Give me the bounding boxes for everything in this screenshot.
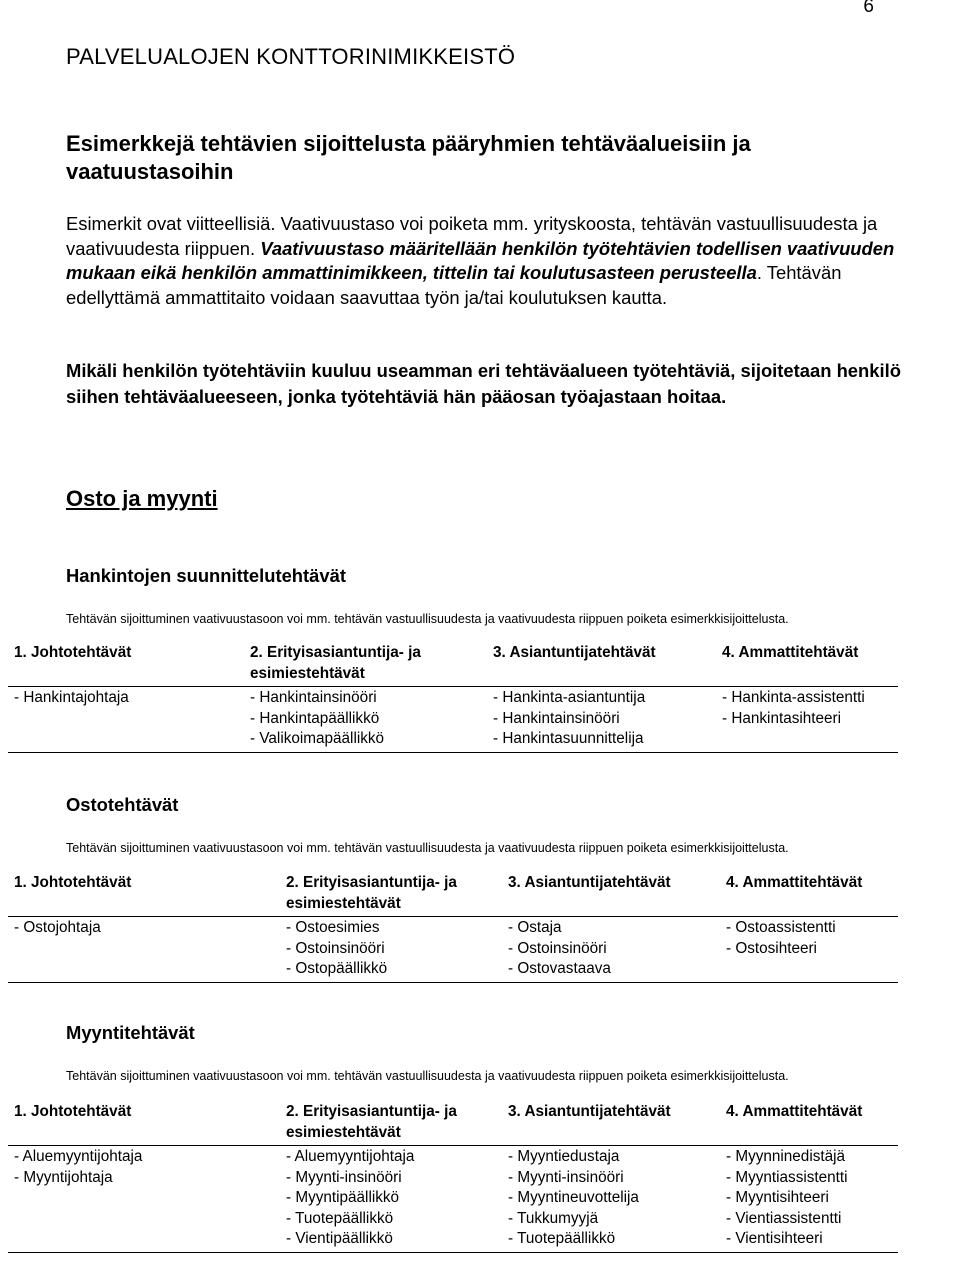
list-item: - Ostoesimies — [286, 919, 380, 936]
table-cell — [502, 917, 720, 983]
table-cell — [502, 1146, 720, 1253]
placement-note: Tehtävän sijoittuminen vaativuustasoon voi mm. tehtävän vastuullisuudesta ja vaativuudesta riippuen poiketa esimerkkisijoittelusta. — [66, 1069, 789, 1083]
column-header: 2. Erityisasiantuntija- ja esimiestehtävät — [244, 642, 487, 687]
list-item: - Tuotepäällikkö — [286, 1209, 394, 1227]
column-header: 1. Johtotehtävät — [8, 642, 244, 687]
intro-text-1: Esimerkit ovat viitteellisiä. Vaativuustaso voi poiketa mm. yrityskoosta, tehtävän vastuullisuudesta ja vaativuudesta riippuen. — [66, 213, 878, 259]
column-header: 2. Erityisasiantuntija- ja esimiestehtävät — [280, 1101, 502, 1146]
list-item: - Ostosihteeri — [726, 939, 817, 957]
list-item: - Myyntiedustaja — [508, 1148, 620, 1165]
list-item: - Tuotepäällikkö — [508, 1230, 616, 1247]
list-item: - Hankintasihteeri — [722, 709, 842, 727]
list-item: - Ostopäällikkö — [286, 960, 388, 977]
list-item: - Myyntisihteeri — [726, 1189, 829, 1206]
list-item: - Myyntiassistentti — [726, 1168, 848, 1186]
list-item: - Hankintapäällikkö — [250, 709, 380, 727]
column-header: 1. Johtotehtävät — [8, 872, 280, 917]
list-item: - Valikoimapäällikkö — [250, 730, 385, 747]
document-title: PALVELUALOJEN KONTTORINIMIKKEISTÖ — [66, 44, 516, 69]
table-header-row — [8, 642, 898, 687]
list-item: - Ostaja — [508, 919, 562, 936]
list-item: - Myynti-insinööri — [508, 1168, 624, 1186]
table-cell — [8, 687, 244, 753]
list-item: - Myynninedistäjä — [726, 1148, 846, 1165]
list-item: - Vientiassistentti — [726, 1209, 842, 1227]
table-cell — [720, 917, 898, 983]
task-table — [8, 872, 898, 983]
column-header: 1. Johtotehtävät — [8, 1101, 280, 1146]
column-header: 3. Asiantuntijatehtävät — [502, 872, 720, 917]
column-header: 2. Erityisasiantuntija- ja esimiestehtävät — [280, 872, 502, 917]
list-item: - Vientipäällikkö — [286, 1230, 393, 1247]
table-header-row — [8, 872, 898, 917]
list-item: - Ostoinsinööri — [286, 939, 385, 957]
list-item: - Hankinta-assistentti — [722, 689, 865, 706]
table-cell — [716, 687, 898, 753]
column-header: 3. Asiantuntijatehtävät — [502, 1101, 720, 1146]
subsection-title: Hankintojen suunnittelutehtävät — [66, 565, 346, 586]
task-table — [8, 1101, 898, 1253]
list-item: - Tukkumyyjä — [508, 1209, 599, 1227]
list-item: - Hankinta-asiantuntija — [493, 689, 646, 706]
intro-emphasis: Vaativuustaso määritellään henkilön työtehtävien todellisen vaativuuden mukaan eikä henkilön ammattinimikkeen, tittelin tai koulutusasteen perusteella — [66, 237, 895, 283]
list-item: - Myyntineuvottelija — [508, 1189, 639, 1206]
page-number: 6 — [863, 0, 874, 17]
list-item: - Myyntipäällikkö — [286, 1189, 400, 1206]
table-row — [8, 917, 898, 983]
subsection-title: Ostotehtävät — [66, 794, 179, 815]
intro-text-2: . Tehtävän edellyttämä ammattitaito voidaan saavuttaa työn ja/tai koulutuksen kautta. — [66, 262, 842, 308]
list-item: - Hankintainsinööri — [250, 689, 377, 706]
intro-paragraph — [66, 212, 916, 310]
rule-paragraph: Mikäli henkilön työtehtäviin kuuluu useamman eri tehtäväalueen työtehtäviä, sijoitetaan henkilö siihen tehtäväalueeseen, jonka työtehtäviä hän pääosan työajastaan hoitaa. — [66, 360, 901, 407]
table-cell — [487, 687, 716, 753]
table-cell — [8, 1146, 280, 1253]
table-row — [8, 687, 898, 753]
list-item: - Vientisihteeri — [726, 1230, 823, 1247]
table-cell — [720, 1146, 898, 1253]
list-item: - Myynti-insinööri — [286, 1168, 402, 1186]
list-item: - Aluemyyntijohtaja — [14, 1148, 143, 1165]
subsection-title: Myyntitehtävät — [66, 1022, 195, 1043]
placement-note: Tehtävän sijoittuminen vaativuustasoon voi mm. tehtävän vastuullisuudesta ja vaativuudesta riippuen poiketa esimerkkisijoittelusta. — [66, 612, 789, 626]
table-row — [8, 1146, 898, 1253]
list-item: - Hankintainsinööri — [493, 709, 620, 727]
list-item: - Aluemyyntijohtaja — [286, 1148, 415, 1165]
section-heading: Esimerkkejä tehtävien sijoittelusta pääryhmien tehtäväalueisiin ja vaatuustasoihin — [66, 131, 751, 184]
column-header: 4. Ammattitehtävät — [716, 642, 898, 687]
column-header: 3. Asiantuntijatehtävät — [487, 642, 716, 687]
table-cell — [280, 1146, 502, 1253]
list-item: - Hankintasuunnittelija — [493, 730, 644, 747]
category-title: Osto ja myynti — [66, 486, 218, 511]
list-item: - Myyntijohtaja — [14, 1168, 113, 1186]
column-header: 4. Ammattitehtävät — [720, 872, 898, 917]
table-cell — [280, 917, 502, 983]
list-item: - Ostovastaava — [508, 960, 611, 977]
table-cell — [244, 687, 487, 753]
task-table — [8, 642, 898, 753]
table-header-row — [8, 1101, 898, 1146]
list-item: - Ostoinsinööri — [508, 939, 607, 957]
list-item: - Ostojohtaja — [14, 919, 101, 936]
table-cell — [8, 917, 280, 983]
list-item: - Hankintajohtaja — [14, 689, 129, 706]
column-header: 4. Ammattitehtävät — [720, 1101, 898, 1146]
list-item: - Ostoassistentti — [726, 919, 836, 936]
placement-note: Tehtävän sijoittuminen vaativuustasoon voi mm. tehtävän vastuullisuudesta ja vaativuudesta riippuen poiketa esimerkkisijoittelusta. — [66, 841, 789, 855]
